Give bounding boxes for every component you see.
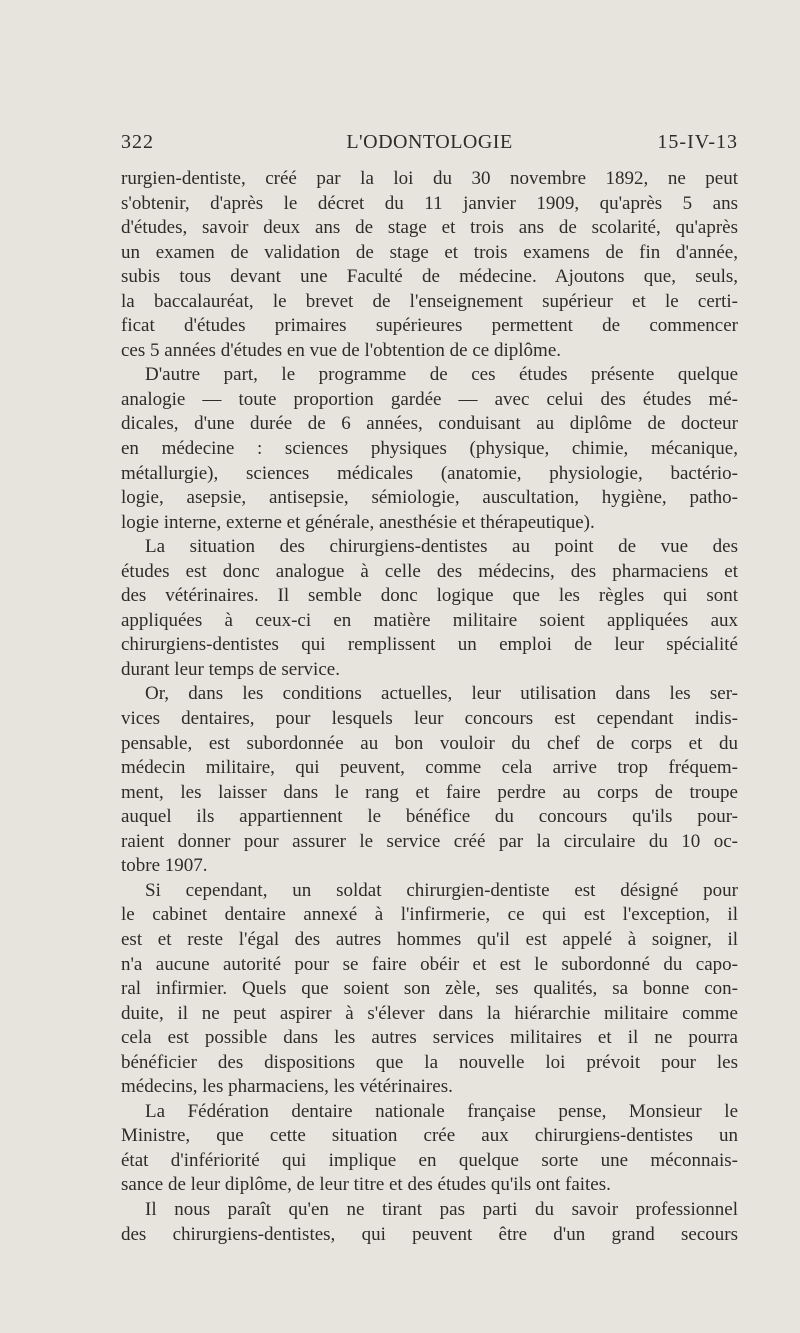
text-line: rurgien-dentiste, créé par la loi du 30 novembre 1892, ne peut: [121, 168, 738, 189]
text-line: La Fédération dentaire nationale française pense, Monsieur le: [145, 1100, 738, 1122]
text-line: en médecine : sciences physiques (physique, chimie, mécanique,: [121, 438, 738, 460]
paragraph: [121, 682, 738, 878]
text-line: raient donner pour assurer le service créé par la circulaire du 10 oc-: [121, 830, 738, 852]
text-line: ment, les laisser dans le rang et faire perdre au corps de troupe: [121, 781, 738, 803]
journal-title: L'ODONTOLOGIE: [346, 131, 513, 153]
text-line: analogie — toute proportion gardée — avec celui des études mé-: [121, 388, 738, 410]
paragraph: [121, 879, 738, 1100]
issue-date: 15-IV-13: [657, 131, 738, 153]
text-line: d'études, savoir deux ans de stage et trois ans de scolarité, qu'après: [121, 217, 738, 239]
text-line: des vétérinaires. Il semble donc logique que les règles qui sont: [121, 585, 738, 607]
text-line: pensable, est subordonnée au bon vouloir du chef de corps et du: [121, 732, 738, 754]
text-line: logie interne, externe et générale, anesthésie et thérapeutique).: [121, 511, 595, 533]
paragraph: [121, 535, 738, 682]
text-line: dicales, d'une durée de 6 années, conduisant au diplôme de docteur: [121, 413, 738, 435]
text-line: Or, dans les conditions actuelles, leur utilisation dans les ser-: [145, 683, 738, 705]
paragraph: [121, 1198, 738, 1247]
text-line: Il nous paraît qu'en ne tirant pas parti du savoir professionnel: [145, 1198, 738, 1220]
text-line: ces 5 années d'études en vue de l'obtention de ce diplôme.: [121, 339, 562, 361]
text-line: médecin militaire, qui peuvent, comme cela arrive trop fréquem-: [121, 757, 738, 779]
paragraph: [121, 363, 738, 535]
text-line: la baccalauréat, le brevet de l'enseignement supérieur et le certi-: [121, 290, 738, 312]
text-line: sance de leur diplôme, de leur titre et des études qu'ils ont faites.: [121, 1174, 611, 1196]
text-line: logie, asepsie, antisepsie, sémiologie, auscultation, hygiène, patho-: [121, 487, 738, 509]
text-line: état d'infériorité qui implique en quelque sorte une méconnais-: [121, 1149, 738, 1171]
running-head: [121, 131, 738, 159]
text-line: le cabinet dentaire annexé à l'infirmerie, ce qui est l'exception, il: [121, 904, 738, 926]
body-text: [121, 167, 738, 1247]
text-line: métallurgie), sciences médicales (anatomie, physiologie, bactério-: [121, 462, 738, 484]
text-line: tobre 1907.: [121, 855, 208, 877]
page-number: 322: [121, 131, 154, 153]
text-line: subis tous devant une Faculté de médecine. Ajoutons que, seuls,: [121, 266, 738, 288]
text-line: auquel ils appartiennent le bénéfice du concours qu'ils pour-: [121, 806, 738, 828]
text-line: duite, il ne peut aspirer à s'élever dans la hiérarchie militaire comme: [121, 1002, 738, 1024]
text-line: un examen de validation de stage et trois examens de fin d'année,: [121, 241, 738, 263]
text-line: s'obtenir, d'après le décret du 11 janvier 1909, qu'après 5 ans: [121, 192, 738, 214]
text-line: est et reste l'égal des autres hommes qu'il est appelé à soigner, il: [121, 928, 738, 950]
text-line: appliquées à ceux-ci en matière militaire soient appliquées aux: [121, 609, 738, 631]
text-line: études est donc analogue à celle des médecins, des pharmaciens et: [121, 560, 738, 582]
text-line: D'autre part, le programme de ces études présente quelque: [145, 364, 738, 386]
text-line: bénéficier des dispositions que la nouvelle loi prévoit pour les: [121, 1051, 738, 1073]
text-line: n'a aucune autorité pour se faire obéir et est le subordonné du capo-: [121, 953, 738, 975]
text-line: Ministre, que cette situation crée aux chirurgiens-dentistes un: [121, 1125, 738, 1147]
text-line: chirurgiens-dentistes qui remplissent un emploi de leur spécialité: [121, 634, 738, 656]
text-line: des chirurgiens-dentistes, qui peuvent être d'un grand secours: [121, 1223, 738, 1245]
paragraph: [121, 167, 738, 363]
text-line: ral infirmier. Quels que soient son zèle, ses qualités, sa bonne con-: [121, 978, 738, 1000]
text-line: cela est possible dans les autres services militaires et il ne pourra: [121, 1027, 738, 1049]
text-line: ficat d'études primaires supérieures permettent de commencer: [121, 315, 738, 337]
text-line: La situation des chirurgiens-dentistes au point de vue des: [145, 536, 738, 558]
text-line: durant leur temps de service.: [121, 658, 340, 680]
paragraph: [121, 1100, 738, 1198]
text-line: médecins, les pharmaciens, les vétérinaires.: [121, 1076, 453, 1098]
text-line: vices dentaires, pour lesquels leur concours est cependant indis-: [121, 708, 738, 730]
text-line: Si cependant, un soldat chirurgien-dentiste est désigné pour: [145, 879, 738, 901]
